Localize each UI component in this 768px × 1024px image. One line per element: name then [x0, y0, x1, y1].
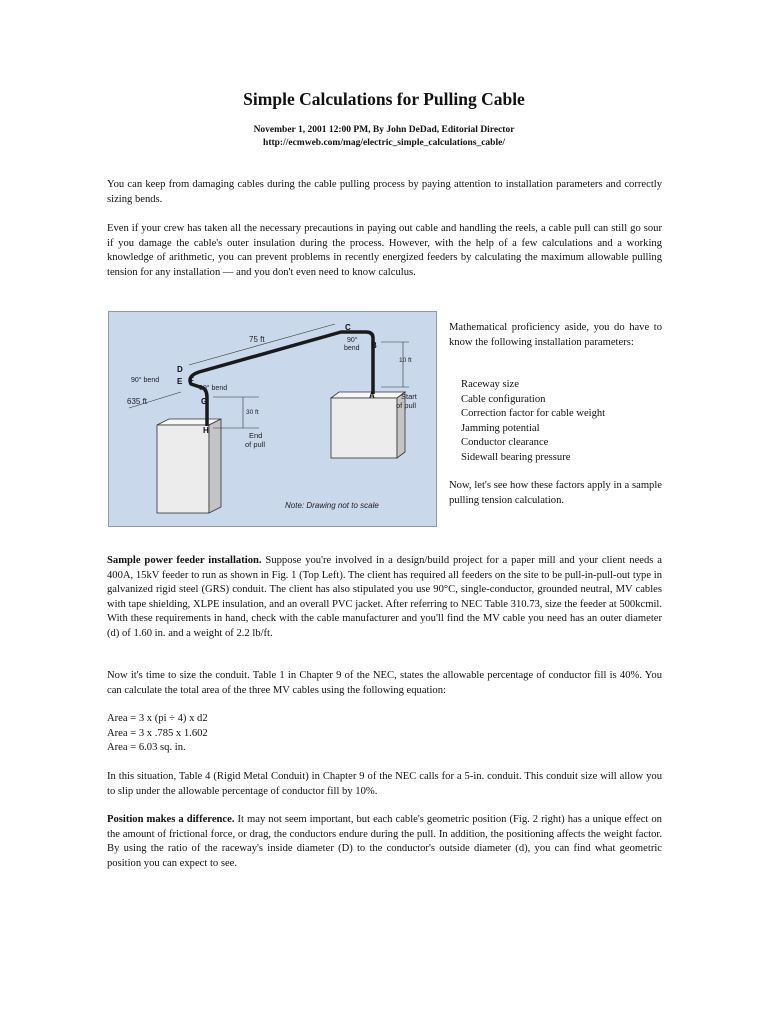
start-box-top [331, 392, 405, 398]
label-10ft: 10 ft [399, 357, 412, 364]
equation-line: Area = 6.03 sq. in. [107, 742, 186, 754]
list-item: Correction factor for cable weight [461, 408, 606, 420]
cable-pull-diagram [109, 312, 436, 526]
article-title: Simple Calculations for Pulling Cable [243, 89, 525, 109]
paragraph-precautions: Even if your crew has taken all the necessary precautions in paying out cable and handling the reels, a cable pull can still go sour if you damage the cable's outer insulation during the process. However, with the help of a few calculations and a working knowledge of arithmetic, you can prevent problems in recently energized feeders by calculating the maximum allowable pulling tension for any installation — and you don't even need to know calculus. [107, 223, 662, 278]
section-sample-feeder [107, 554, 662, 642]
list-item: Raceway size [461, 379, 519, 390]
article-url: http://ecmweb.com/mag/electric_simple_calculations_cable/ [263, 138, 505, 148]
paragraph-conduit-size: Now it's time to size the conduit. Table 1 in Chapter 9 of the NEC, states the allowable percentage of conductor fill is 40%. You can calculate the total area of the three MV cables using the following equation: [107, 670, 662, 696]
label-start-of-pull: of pull [396, 401, 417, 410]
list-item: Conductor clearance [461, 437, 549, 449]
point-label-d: D [177, 365, 183, 374]
point-label-f: F [189, 376, 194, 385]
equation-line: Area = 3 x .785 x 1.602 [107, 727, 208, 739]
figure-note: Note: Drawing not to scale [285, 501, 379, 510]
label-end-of-pull: of pull [245, 440, 266, 449]
cable-pull-figure [108, 311, 437, 527]
intro-paragraph: You can keep from damaging cables during the cable pulling process by paying attention to installation parameters and correctly sizing bends. [107, 179, 662, 205]
paragraph-table4: In this situation, Table 4 (Rigid Metal Conduit) in Chapter 9 of the NEC calls for a 5-in. conduit. This conduit size will allow you to slip under the allowable percentage of conductor fill by 10%. [107, 771, 662, 797]
label-bend-d: 90° bend [131, 377, 160, 384]
point-label-g: G [201, 397, 208, 406]
label-end: End [249, 431, 263, 440]
end-box-side [209, 419, 221, 513]
start-box-front [331, 398, 397, 458]
point-label-b: B [371, 341, 377, 350]
point-label-c: C [345, 323, 351, 332]
label-30ft: 30 ft [246, 409, 259, 416]
section-heading-sample-feeder: Sample power feeder installation. [107, 555, 262, 566]
parameters-intro: Mathematical proficiency aside, you do have to know the following installation parameters: [449, 322, 662, 348]
end-box-front [157, 425, 209, 513]
label-bend-f: 90° bend [199, 385, 228, 392]
list-item: Jamming potential [461, 422, 540, 434]
section-text-position: It may not seem important, but each cable's geometric position (Fig. 2 right) has a unique effect on the amount of frictional force, or drag, the conductors endure during the pull. In addition, the positioning affects the weight factor. By using the ratio of the raceway's inside diameter (D) to the conductor's outside diameter (d), you can find what geometric position you can expect to see. [107, 814, 662, 869]
section-heading-position: Position makes a difference. [107, 814, 235, 825]
list-item: Cable configuration [461, 393, 546, 405]
article-byline-block [0, 124, 768, 150]
label-bend-c-deg: 90° [347, 337, 358, 344]
label-635ft: 635 ft [127, 397, 148, 406]
point-label-e: E [177, 377, 183, 386]
label-bend-c: bend [344, 345, 360, 352]
area-equations [107, 712, 407, 756]
section-position [107, 813, 662, 871]
list-item: Sidewall bearing pressure [461, 451, 571, 463]
parameters-list [461, 378, 661, 466]
label-start: Start [401, 392, 417, 401]
label-75ft: 75 ft [249, 335, 265, 344]
point-label-a: A [369, 391, 375, 400]
section-text-sample-feeder: Suppose you're involved in a design/build project for a paper mill and your client needs a 400A, 15kV feeder to run as shown in Fig. 1 (Top Left). The client has required all feeders on the site to be pull-in-pull-out type in galvanized rigid steel (GRS) conduit. The client has also stipulated you use 90°C, single-conductor, grounded neutral, MV cables with tape shielding, XLPE insulation, and an overall PVC jacket. After referring to NEC Table 310.73, size the feeder at 500kcmil. With these requirements in hand, check with the cable manufacturer and you'll find the MV cable you need has an outer diameter (d) of 1.60 in. and a weight of 2.2 lb/ft. [107, 555, 662, 639]
equation-line: Area = 3 x (pi ÷ 4) x d2 [107, 713, 208, 724]
parameters-outro: Now, let's see how these factors apply in a sample pulling tension calculation. [449, 480, 662, 506]
article-byline: November 1, 2001 12:00 PM, By John DeDad, Editorial Director [253, 125, 515, 135]
point-label-h: H [203, 426, 209, 435]
